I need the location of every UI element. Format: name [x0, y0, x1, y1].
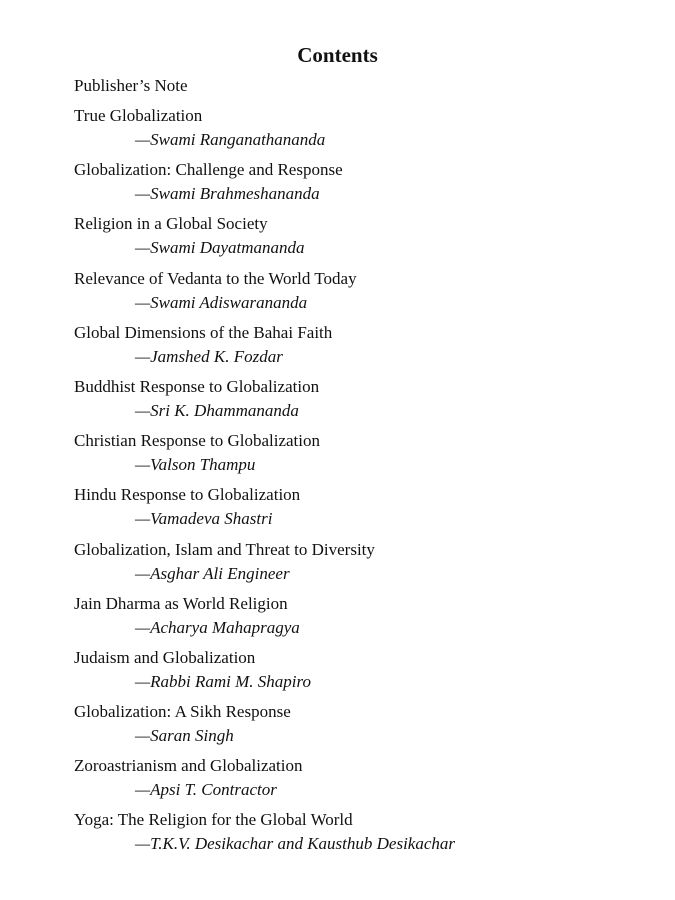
- toc-entry-author: —Rabbi Rami M. Shapiro: [135, 671, 311, 691]
- toc-entry: [74, 540, 634, 594]
- toc-entry-title: True Globalization: [74, 106, 203, 125]
- toc-entry-author: —Swami Brahmeshananda: [135, 184, 320, 204]
- toc-entry: [74, 377, 634, 431]
- toc-entry-author: —Vamadeva Shastri: [135, 509, 273, 529]
- toc-entry-publishers-note: Publisher’s Note: [74, 76, 188, 95]
- toc-entry-title: Globalization: A Sikh Response: [74, 702, 291, 722]
- toc-entry-title: Judaism and Globalization: [74, 647, 256, 667]
- toc-entry-author: —Swami Adiswarananda: [135, 292, 308, 312]
- toc-entry-author: —Sri K. Dhammananda: [135, 400, 299, 420]
- toc-entry-title: Zoroastrianism and Globalization: [74, 756, 303, 776]
- toc-entry-title: Jain Dharma as World Religion: [74, 593, 288, 613]
- toc-entry-title: Yoga: The Religion for the Global World: [74, 810, 353, 830]
- toc-entry: [74, 323, 634, 377]
- toc-entry-author: —Asghar Ali Engineer: [135, 563, 290, 583]
- toc-entry-title: Global Dimensions of the Bahai Faith: [74, 322, 333, 342]
- toc-entry: [74, 160, 634, 214]
- toc-entry-author: —Swami Ranganathananda: [135, 130, 326, 149]
- toc-entry: [74, 214, 634, 268]
- toc-entry: [74, 594, 634, 648]
- toc-entry: [74, 810, 634, 864]
- toc-entry: [74, 702, 634, 756]
- toc-entry-author: —Jamshed K. Fozdar: [135, 346, 283, 366]
- toc-entry-author: —Valson Thampu: [135, 455, 256, 475]
- toc-entry-author: —Saran Singh: [135, 726, 234, 746]
- toc-entry-author: —Apsi T. Contractor: [135, 780, 277, 800]
- toc-entry-author: —Swami Dayatmananda: [135, 238, 305, 258]
- page-title: Contents: [297, 43, 378, 67]
- toc-entry: [74, 269, 634, 323]
- toc-entry: [74, 756, 634, 810]
- toc-entry-title: Buddhist Response to Globalization: [74, 376, 320, 396]
- toc-entry-author: —T.K.V. Desikachar and Kausthub Desikachar: [135, 834, 456, 854]
- toc-list: [74, 106, 634, 865]
- toc-entry: [74, 648, 634, 702]
- toc-entry-title: Relevance of Vedanta to the World Today: [74, 268, 357, 288]
- toc-entry: [74, 106, 634, 160]
- toc-entry: [74, 485, 634, 539]
- toc-entry: [74, 431, 634, 485]
- toc-entry-title: Globalization: Challenge and Response: [74, 160, 343, 180]
- toc-entry-author: —Acharya Mahapragya: [135, 617, 300, 637]
- toc-entry-title: Religion in a Global Society: [74, 214, 268, 234]
- toc-entry-title: Hindu Response to Globalization: [74, 485, 301, 505]
- toc-entry-title: Globalization, Islam and Threat to Diversity: [74, 539, 375, 559]
- toc-entry-title: Christian Response to Globalization: [74, 431, 320, 451]
